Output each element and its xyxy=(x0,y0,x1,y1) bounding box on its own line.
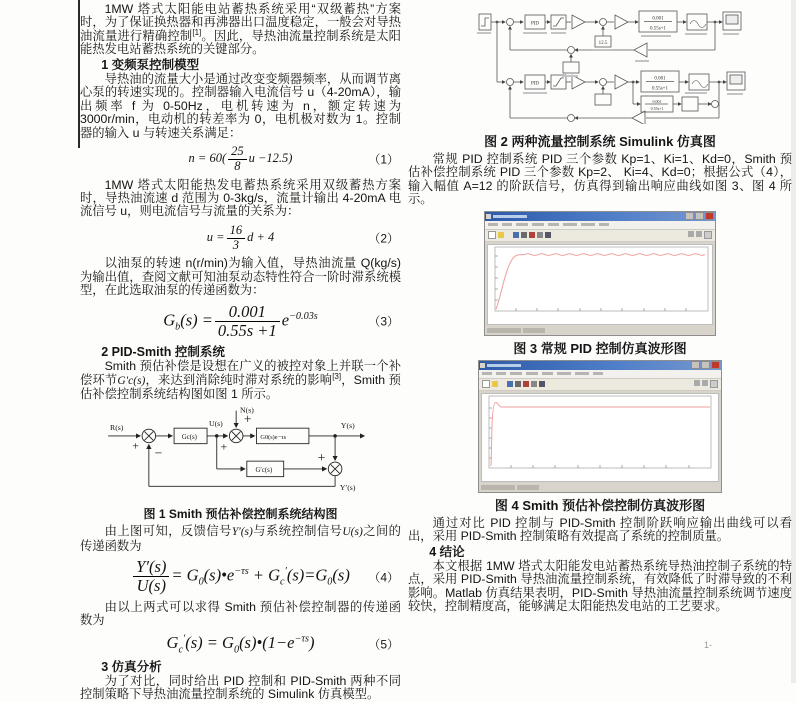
paragraph-text: 之间的传递函数为 xyxy=(80,524,401,553)
window-statusbar xyxy=(479,484,721,492)
menu-item-smudge xyxy=(482,372,492,375)
equation-3 xyxy=(80,303,401,340)
diagram-wires xyxy=(108,411,364,487)
diagram-signs xyxy=(132,412,325,466)
dock-icon xyxy=(694,380,700,386)
denominator: 8 xyxy=(234,158,241,173)
svg-text:Y(s): Y(s) xyxy=(340,421,355,431)
svg-text:+: + xyxy=(243,411,252,427)
figure-3-caption: 图 3 常规 PID 控制仿真波形图 xyxy=(513,340,687,356)
equation-number: （1） xyxy=(368,152,399,167)
print-icon xyxy=(523,381,529,387)
zoom-in-icon xyxy=(513,232,519,238)
illegible-label-smudges xyxy=(477,32,743,95)
menu-item-smudge xyxy=(510,372,522,375)
paragraph-text: ，来达到消除纯时滞对系统的影响 xyxy=(145,372,333,387)
menu-item-smudge xyxy=(548,223,559,226)
menu-item-smudge xyxy=(593,372,603,375)
datacursor-icon xyxy=(539,381,545,387)
equation-text: + G xyxy=(248,565,281,585)
svg-text:Y′(s): Y′(s) xyxy=(339,483,355,493)
new-icon xyxy=(482,380,490,388)
citation-ref: [1] xyxy=(192,27,202,37)
menu-item-smudge xyxy=(502,223,512,226)
svg-text:0.001: 0.001 xyxy=(652,16,664,22)
menu-item-smudge xyxy=(526,372,538,375)
zoom-out-icon xyxy=(521,232,527,238)
denominator: U(s) xyxy=(136,576,166,596)
menubar xyxy=(485,221,715,230)
svg-text:+: + xyxy=(220,440,227,454)
equation-text: u = xyxy=(206,230,225,245)
window-title-smudge xyxy=(493,215,527,218)
dock-icon xyxy=(702,380,708,386)
plot-area xyxy=(487,244,713,325)
equation-text: (s) = G xyxy=(185,632,234,652)
window-buttons xyxy=(685,212,714,220)
subscript: 0 xyxy=(233,643,240,655)
svg-text:G′c(s): G′c(s) xyxy=(255,467,272,475)
paragraph-pid-params: 常规 PID 控制系统 PID 三个参数 Kp=1、Ki=1、Kd=0，Smith 预估补偿控制系统 PID 三个参数 Kp=2、 Ki=4、Kd=0；根据公式（4），输入幅值 A=12 的阶跃信号，仿真得到输出响应曲线如图 3、图 4 所示。 xyxy=(408,152,792,207)
inline-math: Y′(s) xyxy=(231,526,253,539)
equation-text: (s)=G xyxy=(286,565,328,585)
superscript: −0.03s xyxy=(289,310,318,322)
paragraph-comparison: 通过对比 PID 控制与 PID-Smith 控制阶跃响应输出曲线可以看出，采用 PID-Smith 控制策略有效提高了系统的控制质量。 xyxy=(408,515,792,544)
svg-text:12.5: 12.5 xyxy=(598,41,608,46)
figure-1-smith-block-diagram xyxy=(80,401,401,503)
left-column xyxy=(80,3,401,702)
equation-text: d + 4 xyxy=(247,230,275,245)
numerator: Y′(s) xyxy=(133,558,169,577)
zoom-out-icon xyxy=(515,381,521,387)
paragraph-smith-intro xyxy=(80,360,401,401)
inline-math: U(s) xyxy=(342,526,363,539)
figure-2-caption: 图 2 两种流量控制系统 Simulink 仿真图 xyxy=(484,134,716,149)
section-heading-4: 4 结论 xyxy=(429,544,465,559)
svg-text:PID: PID xyxy=(530,21,540,27)
plot-area xyxy=(481,393,719,482)
equation-text: ) xyxy=(308,632,315,652)
close-icon xyxy=(711,361,720,369)
toolbar xyxy=(485,230,715,242)
simulink-bottom-model xyxy=(497,22,745,124)
paragraph-text: 。因此，导热油流量控制系统是太阳能热发电站蓄热系统的关键部分。 xyxy=(80,28,401,57)
menu-item-smudge xyxy=(563,223,577,226)
dock-icon xyxy=(696,231,702,237)
status-smudge xyxy=(517,485,539,490)
subscript: c xyxy=(280,577,285,589)
svg-text:+: + xyxy=(317,450,325,466)
toolbar-separator xyxy=(500,381,505,387)
rotate-icon xyxy=(531,381,537,387)
equation-number: （5） xyxy=(368,637,399,652)
paragraph-conclusion: 本文根据 1MW 塔式太阳能发电站蓄热系统导热油控制子系统的特点，采用 PID-Smith 导热油流量控制系统，有效降低了时滞导致的不利影响。Matlab 仿真结果表明，PID-Smith 导热油流量控制系统调节速度较快，控制精度高，能够满足太阳能热发电站的工艺要求。 xyxy=(408,558,792,614)
section-heading-2: 2 PID-Smith 控制系统 xyxy=(101,345,225,360)
datacursor-icon xyxy=(545,232,551,238)
equation-1 xyxy=(80,145,401,174)
fraction xyxy=(228,145,247,174)
paragraph-simulink-intro: 为了对比，同时给出 PID 控制和 PID-Smith 两种不同控制策略下导热油流量控制系统的 Simulink 仿真模型。 xyxy=(80,673,401,702)
subscript: c xyxy=(178,643,183,655)
paragraph-flowmeter: 1MW 塔式太阳能热发电蓄热系统采用双级蓄热方案时，导热油流速 d 范围为 0-3kg/s，流量计输出 4-20mA 电流信号 u，则电流信号与流量的关系为： xyxy=(80,177,401,219)
dock-icon xyxy=(704,231,712,239)
paragraph-text: 由上图可知，反馈信号 xyxy=(104,524,232,539)
figure-4-matlab-window xyxy=(478,360,722,493)
pid-response-plot xyxy=(488,245,712,319)
svg-text:+: + xyxy=(131,439,139,453)
paragraph-text: Smith 预估补偿是设想在广义的被控对象上并联一个补偿环节 xyxy=(80,359,401,387)
app-icon xyxy=(486,214,491,219)
status-smudge xyxy=(523,328,545,333)
superscript: ′ xyxy=(284,566,287,578)
figure-3-matlab-window xyxy=(484,211,716,336)
window-title-smudge xyxy=(487,364,521,367)
menu-item-smudge xyxy=(581,223,595,226)
paragraph-text: 与系统控制信号 xyxy=(252,524,343,539)
simulink-block-labels xyxy=(531,17,669,112)
maximize-icon xyxy=(701,361,710,369)
open-icon xyxy=(492,381,498,387)
rotate-icon xyxy=(537,232,543,238)
svg-text:0.55s+1: 0.55s+1 xyxy=(651,86,669,92)
paragraph-text: 1MW 塔式太阳能电站蓄热系统采用“双级蓄热”方案时，为了保证换热器和再沸器出口温度稳定，一般会对导热油流量进行精确控制 xyxy=(80,2,401,43)
close-icon xyxy=(705,212,714,220)
toolbar-right-group xyxy=(694,380,718,388)
equation-number: （3） xyxy=(368,314,399,329)
equation-text: (s) xyxy=(332,565,350,585)
smith-diagram-svg xyxy=(93,401,389,498)
fraction xyxy=(133,558,169,595)
equation-5 xyxy=(80,633,401,655)
toolbar-right-group xyxy=(688,231,712,239)
svg-text:PID: PID xyxy=(530,81,540,87)
svg-text:U(s): U(s) xyxy=(208,419,223,429)
new-icon xyxy=(488,231,496,239)
dock-icon xyxy=(710,380,718,388)
denominator: 0.55s +1 xyxy=(217,320,277,340)
equation-text: G xyxy=(163,310,176,330)
paragraph-derive: 由以上两式可以求得 Smith 预估补偿控制器的传递函数为 xyxy=(80,599,401,628)
figure-4-caption: 图 4 Smith 预估补偿控制仿真波形图 xyxy=(494,497,706,513)
toolbar-separator xyxy=(506,232,511,238)
paragraph-feedback-tf xyxy=(80,525,401,553)
svg-text:G0(s)e−τs: G0(s)e−τs xyxy=(259,434,286,442)
maximize-icon xyxy=(695,212,704,220)
minimize-icon xyxy=(691,361,700,369)
diagram-labels xyxy=(110,406,356,493)
equation-4 xyxy=(80,558,401,595)
app-icon xyxy=(480,363,485,368)
equation-text: n = 60( xyxy=(188,151,227,166)
window-buttons xyxy=(691,361,720,369)
svg-text:0.001: 0.001 xyxy=(652,99,662,104)
open-icon xyxy=(498,232,504,238)
menu-item-smudge xyxy=(542,372,553,375)
right-column xyxy=(408,0,792,614)
paragraph-intro xyxy=(80,3,401,57)
inline-math: G′c(s) xyxy=(117,374,146,387)
simulink-svg xyxy=(475,0,785,124)
numerator: 25 xyxy=(228,145,247,160)
svg-text:0.55s+1: 0.55s+1 xyxy=(650,106,664,111)
svg-text:N(s): N(s) xyxy=(239,406,254,416)
status-smudge xyxy=(481,485,515,490)
equation-text: G xyxy=(166,632,179,652)
window-titlebar xyxy=(485,212,715,221)
equation-text: (s)•(1−e xyxy=(239,632,295,652)
svg-text:Gc(s): Gc(s) xyxy=(181,434,197,442)
subscript: 0 xyxy=(327,577,333,589)
smith-response-plot xyxy=(482,394,718,476)
section-heading-1: 1 变频泵控制模型 xyxy=(101,57,200,72)
figure-1-caption: 图 1 Smith 预估补偿控制系统结构图 xyxy=(143,507,338,522)
svg-text:0.55s+1: 0.55s+1 xyxy=(649,26,667,32)
superscript: ′ xyxy=(182,633,186,645)
numerator: 0.001 xyxy=(215,303,280,322)
subscript: b xyxy=(175,321,181,333)
print-icon xyxy=(529,232,535,238)
simulink-top-model xyxy=(479,11,741,73)
menu-item-smudge xyxy=(575,372,589,375)
figure-2-simulink-diagram xyxy=(408,0,792,129)
paragraph-pump-tf: 以油泵的转速 n(r/min)为输入值，导热油流量 Q(kg/s)为输出值，查阅文献可知油泵动态特性符合一阶时滞系统模型，在此选取油泵的传递函数为： xyxy=(80,256,401,298)
toolbar xyxy=(479,379,721,391)
menu-item-smudge xyxy=(557,372,571,375)
window-titlebar xyxy=(479,361,721,370)
window-statusbar xyxy=(485,327,715,335)
menu-item-smudge xyxy=(516,223,528,226)
fraction xyxy=(227,224,246,253)
equation-text: (s) = xyxy=(180,310,213,330)
paragraph-text: ，Smith 预估补偿控制系统结构图如图 1 所示。 xyxy=(80,372,401,401)
page-number-artifact: 1- xyxy=(704,640,713,650)
dock-icon xyxy=(688,231,694,237)
equation-2 xyxy=(80,224,401,253)
equation-text: (s)•e xyxy=(203,565,235,585)
superscript: −τs xyxy=(234,566,249,578)
equation-text: = G xyxy=(171,565,199,585)
citation-ref: [3] xyxy=(332,371,342,381)
status-smudge xyxy=(487,328,521,333)
menu-item-smudge xyxy=(532,223,544,226)
minimize-icon xyxy=(685,212,694,220)
svg-text:−: − xyxy=(154,445,162,461)
superscript: −τs xyxy=(294,633,309,645)
equation-number: （4） xyxy=(368,570,399,585)
menubar xyxy=(479,370,721,379)
section-heading-3: 3 仿真分析 xyxy=(101,659,162,674)
subscript: 0 xyxy=(198,577,204,589)
equation-text: e xyxy=(281,310,290,330)
menu-item-smudge xyxy=(599,223,609,226)
equation-number: （2） xyxy=(368,231,399,246)
denominator: 3 xyxy=(232,237,239,252)
equation-text: u −12.5) xyxy=(248,151,293,166)
menu-item-smudge xyxy=(488,223,498,226)
paragraph-pump-model: 导热油的流量大小是通过改变变频器频率，从而调节离心泵的转速实现的。控制器输入电流信号 u（4-20mA），输出频率 f 为 0-50Hz，电机转速为 n，额定转速为 3000r/min，电动机的转差率为 0，电机极对数为 1。控制器的输入 u 与转速关系满足： xyxy=(80,71,401,140)
fraction xyxy=(215,303,280,340)
zoom-in-icon xyxy=(507,381,513,387)
svg-text:R(s): R(s) xyxy=(109,423,123,433)
numerator: 16 xyxy=(227,224,246,239)
svg-text:0.001: 0.001 xyxy=(654,76,666,82)
menu-item-smudge xyxy=(496,372,506,375)
